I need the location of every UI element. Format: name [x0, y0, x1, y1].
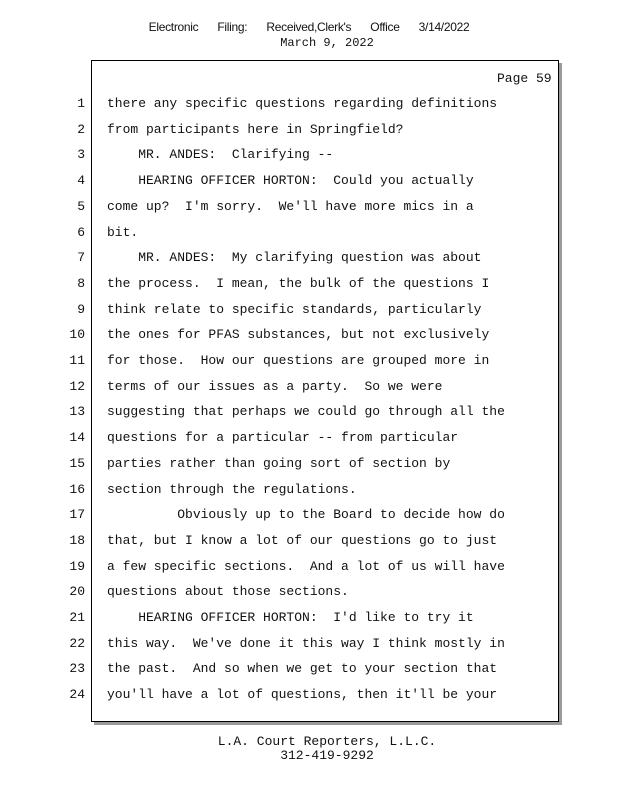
- line-number: 10: [69, 327, 85, 343]
- transcript-line: [0, 199, 618, 219]
- line-number: 17: [69, 507, 85, 523]
- line-text: from participants here in Springfield?: [107, 121, 404, 137]
- line-number: 19: [69, 558, 85, 574]
- line-text: MR. ANDES: My clarifying question was about: [107, 250, 482, 266]
- transcript-line: [0, 225, 618, 245]
- line-text: section through the regulations.: [107, 481, 357, 497]
- line-text: questions for a particular -- from particular: [107, 430, 459, 446]
- transcript-line: [0, 353, 618, 373]
- line-text: parties rather than going sort of section by: [107, 455, 451, 471]
- line-text: MR. ANDES: Clarifying --: [107, 147, 334, 163]
- footer-phone: 312-419-9292: [280, 748, 374, 763]
- transcript-line: [0, 250, 618, 270]
- line-number: 13: [69, 404, 85, 420]
- line-number: 7: [77, 250, 85, 266]
- transcript-line: [0, 276, 618, 296]
- transcript-line: [0, 173, 618, 193]
- transcript-line: [0, 610, 618, 630]
- filing-part: Received,Clerk's: [266, 20, 352, 34]
- line-text: Obviously up to the Board to decide how do: [107, 507, 505, 523]
- transcript-line: [0, 147, 618, 167]
- line-text: this way. We've done it this way I think mostly in: [107, 635, 505, 651]
- line-number: 24: [69, 687, 85, 703]
- line-number: 3: [77, 147, 85, 163]
- line-number: 14: [69, 430, 85, 446]
- filing-stamp: [0, 20, 618, 34]
- line-number: 20: [69, 584, 85, 600]
- filing-part: Electronic: [148, 20, 199, 34]
- line-number: 4: [77, 173, 85, 189]
- line-text: bit.: [107, 224, 139, 240]
- transcript-line: [0, 430, 618, 450]
- line-number: 2: [77, 121, 85, 137]
- transcript-line: [0, 404, 618, 424]
- transcript-date: March 9, 2022: [280, 36, 374, 50]
- transcript-line: [0, 661, 618, 681]
- transcript-line: [0, 96, 618, 116]
- transcript-line: [0, 482, 618, 502]
- transcript-line: [0, 533, 618, 553]
- transcript-line: [0, 636, 618, 656]
- line-number: 22: [69, 635, 85, 651]
- transcript-line: [0, 687, 618, 707]
- transcript-line: [0, 559, 618, 579]
- line-text: terms of our issues as a party. So we were: [107, 378, 443, 394]
- line-number: 11: [69, 353, 85, 368]
- transcript-line: [0, 327, 618, 347]
- line-number: 21: [69, 610, 85, 625]
- filing-part: 3/14/2022: [418, 20, 470, 34]
- line-text: suggesting that perhaps we could go through all the: [107, 404, 505, 420]
- page-number: Page 59: [497, 71, 552, 86]
- filing-part: Office: [370, 20, 400, 34]
- line-text: HEARING OFFICER HORTON: I'd like to try it: [107, 610, 474, 625]
- line-text: there any specific questions regarding definitions: [107, 96, 498, 111]
- line-text: that, but I know a lot of our questions go to just: [107, 532, 498, 548]
- line-text: a few specific sections. And a lot of us will have: [107, 558, 505, 574]
- line-number: 23: [69, 661, 85, 677]
- line-number: 15: [69, 455, 85, 471]
- line-number: 1: [77, 96, 85, 111]
- filing-part: Filing:: [217, 20, 248, 34]
- line-number: 9: [77, 301, 85, 317]
- line-number: 6: [77, 224, 85, 240]
- transcript-line: [0, 584, 618, 604]
- transcript-line: [0, 379, 618, 399]
- line-number: 16: [69, 481, 85, 497]
- transcript-line: [0, 456, 618, 476]
- line-text: the process. I mean, the bulk of the questions I: [107, 275, 490, 291]
- footer-company: L.A. Court Reporters, L.L.C.: [217, 734, 437, 749]
- line-text: HEARING OFFICER HORTON: Could you actually: [107, 173, 474, 189]
- line-number: 18: [69, 532, 85, 548]
- line-text: the ones for PFAS substances, but not exclusively: [107, 327, 490, 343]
- line-text: for those. How our questions are grouped more in: [107, 353, 490, 368]
- line-number: 5: [77, 198, 85, 214]
- transcript-line: [0, 507, 618, 527]
- line-text: the past. And so when we get to your section that: [107, 661, 498, 677]
- line-text: questions about those sections.: [107, 584, 349, 600]
- transcript-line: [0, 122, 618, 142]
- line-number: 12: [69, 378, 85, 394]
- line-number: 8: [77, 275, 85, 291]
- line-text: come up? I'm sorry. We'll have more mics in a: [107, 198, 474, 214]
- transcript-line: [0, 302, 618, 322]
- line-text: you'll have a lot of questions, then it'll be your: [107, 687, 498, 703]
- line-text: think relate to specific standards, particularly: [107, 301, 482, 317]
